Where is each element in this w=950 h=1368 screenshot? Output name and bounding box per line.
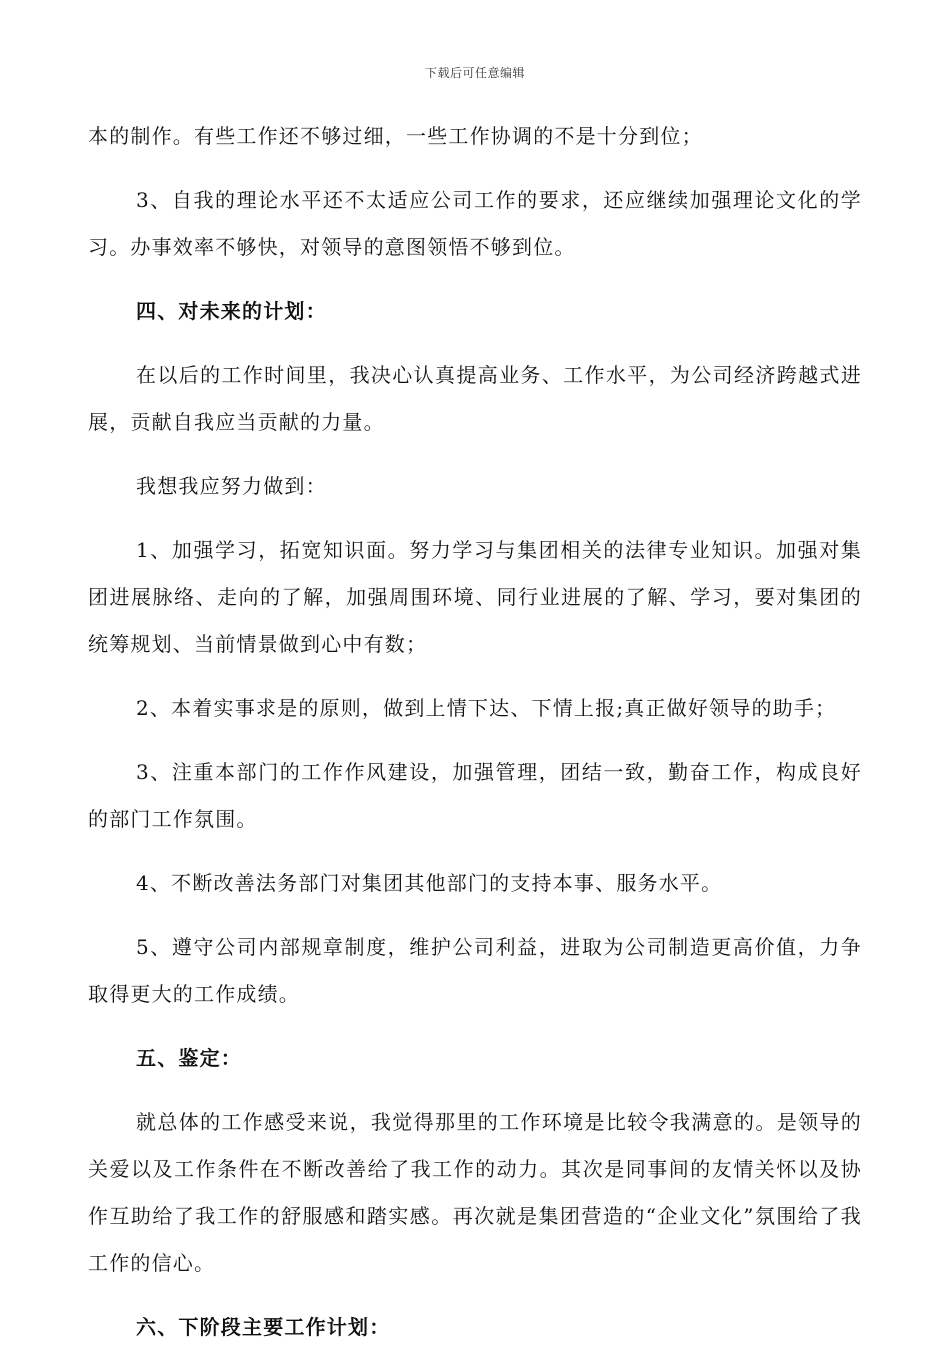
paragraph-should-do: 我想我应努力做到： (136, 474, 327, 498)
paragraph-future-intro: 在以后的工作时间里，我决心认真提高业务、工作水平，为公司经济跨越式进展，贡献自我应当贡献的力量。 (88, 363, 862, 434)
section-heading-future-plans: 四、对未来的计划： (136, 299, 327, 323)
section-heading-next-plan: 六、下阶段主要工作计划： (136, 1315, 391, 1339)
paragraph-appraisal: 就总体的工作感受来说，我觉得那里的工作环境是比较令我满意的。是领导的关爱以及工作条件在不断改善给了我工作的动力。其次是同事间的友情关怀以及协作互助给了我工作的舒服感和踏实感。再次就是集团营造的“企业文化”氛围给了我工作的信心。 (88, 1110, 862, 1275)
paragraph-plan-item-4: 4、不断改善法务部门对集团其他部门的支持本事、服务水平。 (136, 871, 723, 895)
paragraph-item-3-theory: 3、自我的理论水平还不太适应公司工作的要求，还应继续加强理论文化的学习。办事效率不够快，对领导的意图领悟不够到位。 (88, 188, 862, 259)
paragraph-plan-item-2: 2、本着实事求是的原则，做到上情下达、下情上报;真正做好领导的助手； (136, 696, 837, 720)
paragraph-plan-item-5: 5、遵守公司内部规章制度，维护公司利益，进取为公司制造更高价值，力争取得更大的工作成绩。 (88, 935, 862, 1006)
page-header: 下载后可任意编辑 (424, 66, 525, 80)
paragraph-plan-item-1: 1、加强学习，拓宽知识面。努力学习与集团相关的法律专业知识。加强对集团进展脉络、走向的了解，加强周围环境、同行业进展的了解、学习，要对集团的统筹规划、当前情景做到心中有数； (88, 538, 862, 656)
paragraph-plan-item-3: 3、注重本部门的工作作风建设，加强管理，团结一致，勤奋工作，构成良好的部门工作氛围。 (88, 760, 862, 831)
paragraph-continuation: 本的制作。有些工作还不够过细，一些工作协调的不是十分到位； (88, 124, 703, 148)
section-heading-appraisal: 五、鉴定： (136, 1046, 242, 1070)
document-body (88, 113, 862, 1368)
